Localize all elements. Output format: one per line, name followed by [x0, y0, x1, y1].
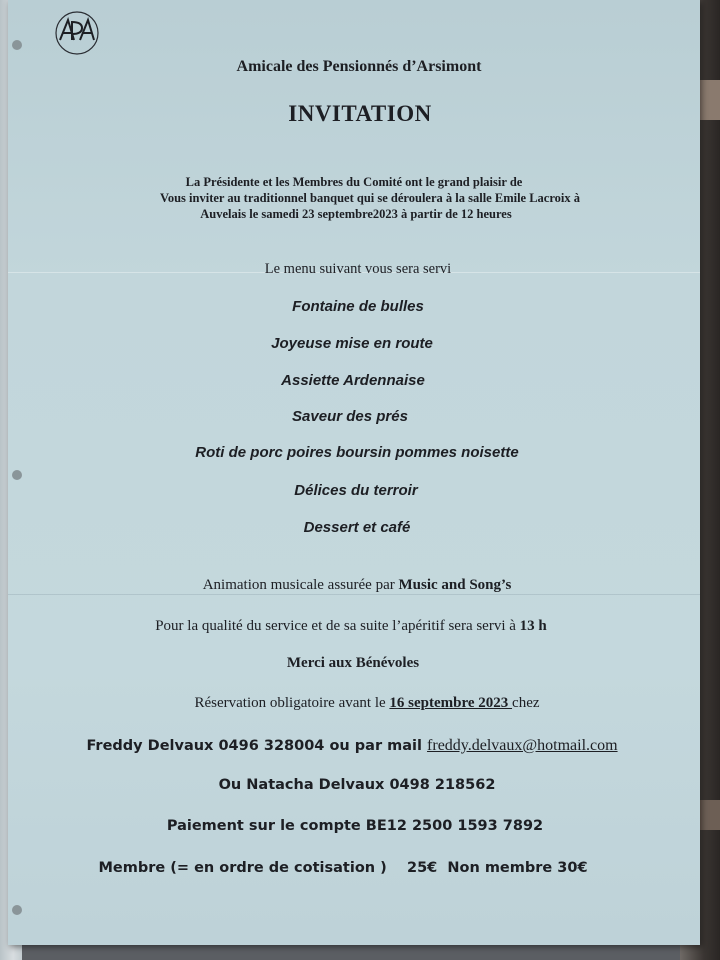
- price-line: Membre (= en ordre de cotisation ) 25€ Non membre 30€: [98, 860, 588, 876]
- invitation-sheet: [8, 0, 700, 945]
- punch-hole: [12, 40, 22, 50]
- intro-line-2: Vous inviter au traditionnel banquet qui se déroulera à la salle Emile Lacroix à: [159, 191, 581, 205]
- reservation-line: Réservation obligatoire avant le 16 septembre 2023 chez: [194, 695, 540, 711]
- contact-line-1: Freddy Delvaux 0496 328004 ou par mail freddy.delvaux@hotmail.com: [86, 737, 618, 754]
- email-link[interactable]: freddy.delvaux@hotmail.com: [427, 737, 618, 754]
- punch-hole: [12, 470, 22, 480]
- menu-heading: Le menu suivant vous sera servi: [264, 261, 452, 277]
- menu-item: Fontaine de bulles: [292, 298, 424, 315]
- band-name: Music and Song’s: [398, 577, 512, 593]
- reservation-date: 16 septembre 2023: [389, 695, 513, 711]
- intro-line-3: Auvelais le samedi 23 septembre2023 à partir de 12 heures: [200, 207, 512, 221]
- contact-line-2: Ou Natacha Delvaux 0498 218562: [218, 777, 496, 793]
- menu-item: Dessert et café: [303, 519, 411, 536]
- aperitif-line: Pour la qualité du service et de sa suite l’apéritif sera servi à 13 h: [155, 618, 547, 634]
- menu-item: Assiette Ardennaise: [281, 372, 425, 389]
- menu-item: Joyeuse mise en route: [271, 335, 433, 352]
- thanks-line: Merci aux Bénévoles: [286, 655, 420, 671]
- payment-line: Paiement sur le compte BE12 2500 1593 7892: [166, 818, 544, 834]
- apa-logo-icon: [52, 10, 102, 56]
- menu-item: Délices du terroir: [294, 482, 418, 499]
- org-name: Amicale des Pensionnés d’Arsimont: [236, 58, 482, 75]
- page-title: INVITATION: [288, 101, 432, 126]
- intro-line-1: La Présidente et les Membres du Comité ont le grand plaisir de: [185, 175, 523, 189]
- animation-line: Animation musicale assurée par Music and Song’s: [202, 577, 512, 593]
- punch-hole: [12, 905, 22, 915]
- menu-item: Roti de porc poires boursin pommes noisette: [195, 444, 519, 461]
- menu-item: Saveur des prés: [292, 408, 408, 425]
